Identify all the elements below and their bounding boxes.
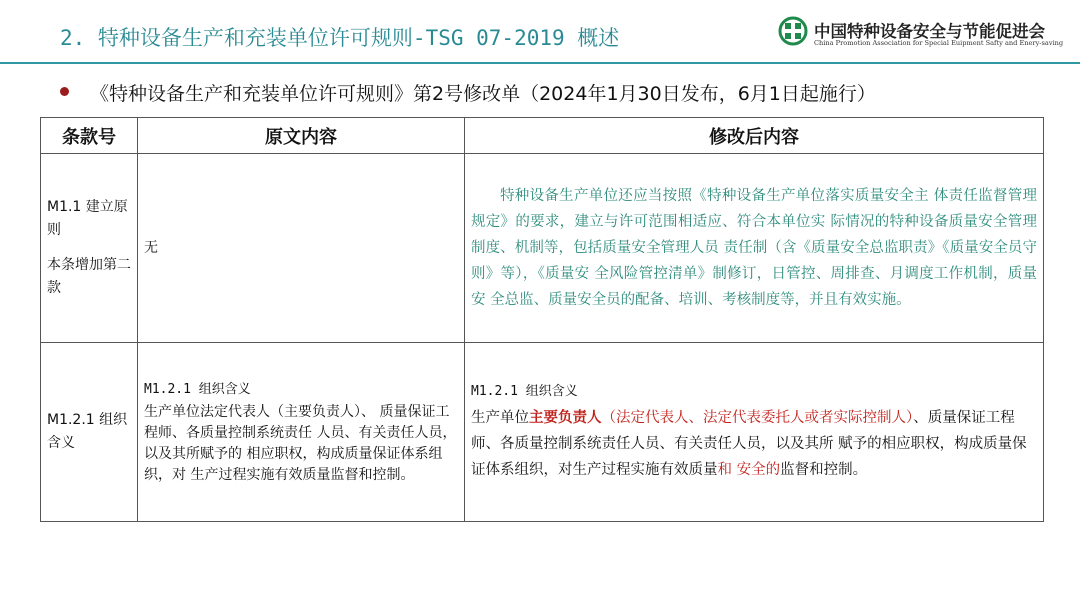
modified-heading: M1.2.1 组织含义 — [471, 384, 578, 399]
slide-header — [0, 0, 1080, 64]
clause-note: 本条增加第二款 — [47, 257, 131, 296]
modified-text — [471, 405, 1037, 483]
bullet-dot-icon — [60, 87, 69, 96]
clause-number: M1.2.1 组织含义 — [47, 412, 128, 451]
logo-english-name: China Promotion Association for Special Euipment Safty and Enery-saving — [814, 39, 1064, 47]
original-cell — [138, 154, 465, 343]
original-text: 生产单位法定代表人（主要负责人）、 质量保证工程师、各质量控制系统责任 人员、有关责任人员，以及其所赋予的 相应职权，构成质量保证体系组织，对 生产过程实施有效质量监督和控制。 — [144, 403, 457, 483]
original-text: 无 — [144, 239, 158, 256]
header-clause: 条款号 — [41, 118, 138, 154]
modified-highlight: 和 安全的 — [717, 462, 781, 478]
modified-highlight: 主要负责人 — [529, 410, 602, 426]
association-logo — [778, 14, 1078, 54]
table-row — [41, 154, 1044, 343]
slide-title: 2. 特种设备生产和充装单位许可规则-TSG 07-2019 概述 — [60, 26, 620, 50]
modified-cell — [465, 343, 1044, 522]
table-row — [41, 343, 1044, 522]
modified-text-part: 生产单位 — [471, 410, 529, 426]
modified-text: 特种设备生产单位还应当按照《特种设备生产单位落实质量安全主 体责任监督管理规定》的要求，建立与许可范围相适应、符合本单位实 际情况的特种设备质量安全管理制度、机制等，包括质量安全管理人员 责任制（含《质量安全总监职责》《质量安全员守则》等），《质量安 全风险管控清单》制修订，日管控、周排查、月调度工作机制，质量安 全总监、质量安全员的配备、培训、考核制度等，并且有效实施。 — [471, 188, 1037, 308]
logo-chinese-name: 中国特种设备安全与节能促进会 — [814, 22, 1045, 41]
clause-number: M1.1 建立原则 — [47, 199, 128, 238]
amendment-table — [40, 117, 1044, 522]
original-heading: M1.2.1 组织含义 — [144, 381, 251, 397]
header-modified: 修改后内容 — [465, 118, 1044, 154]
header-original: 原文内容 — [138, 118, 465, 154]
modified-text-part: 监督和控制。 — [780, 462, 868, 478]
clause-cell — [41, 343, 138, 522]
bullet-heading: 《特种设备生产和充装单位许可规则》第2号修改单（2024年1月30日发布，6月1日起施行） — [90, 83, 876, 105]
header-divider — [0, 62, 1080, 64]
original-cell — [138, 343, 465, 522]
logo-mark-icon — [778, 16, 808, 46]
clause-cell — [41, 154, 138, 343]
modified-highlight: （法定代表人、法定代表委托人或者实际控制人） — [601, 410, 914, 426]
table-header-row — [41, 118, 1044, 154]
modified-cell — [465, 154, 1044, 343]
modified-text-part: 、质量保证工程师、各质量控制系统责任人员、有关责任人员，以及其所 赋予的相应职权，构成质量保证体系组织，对生产过程实施有效质量 — [471, 410, 1027, 478]
